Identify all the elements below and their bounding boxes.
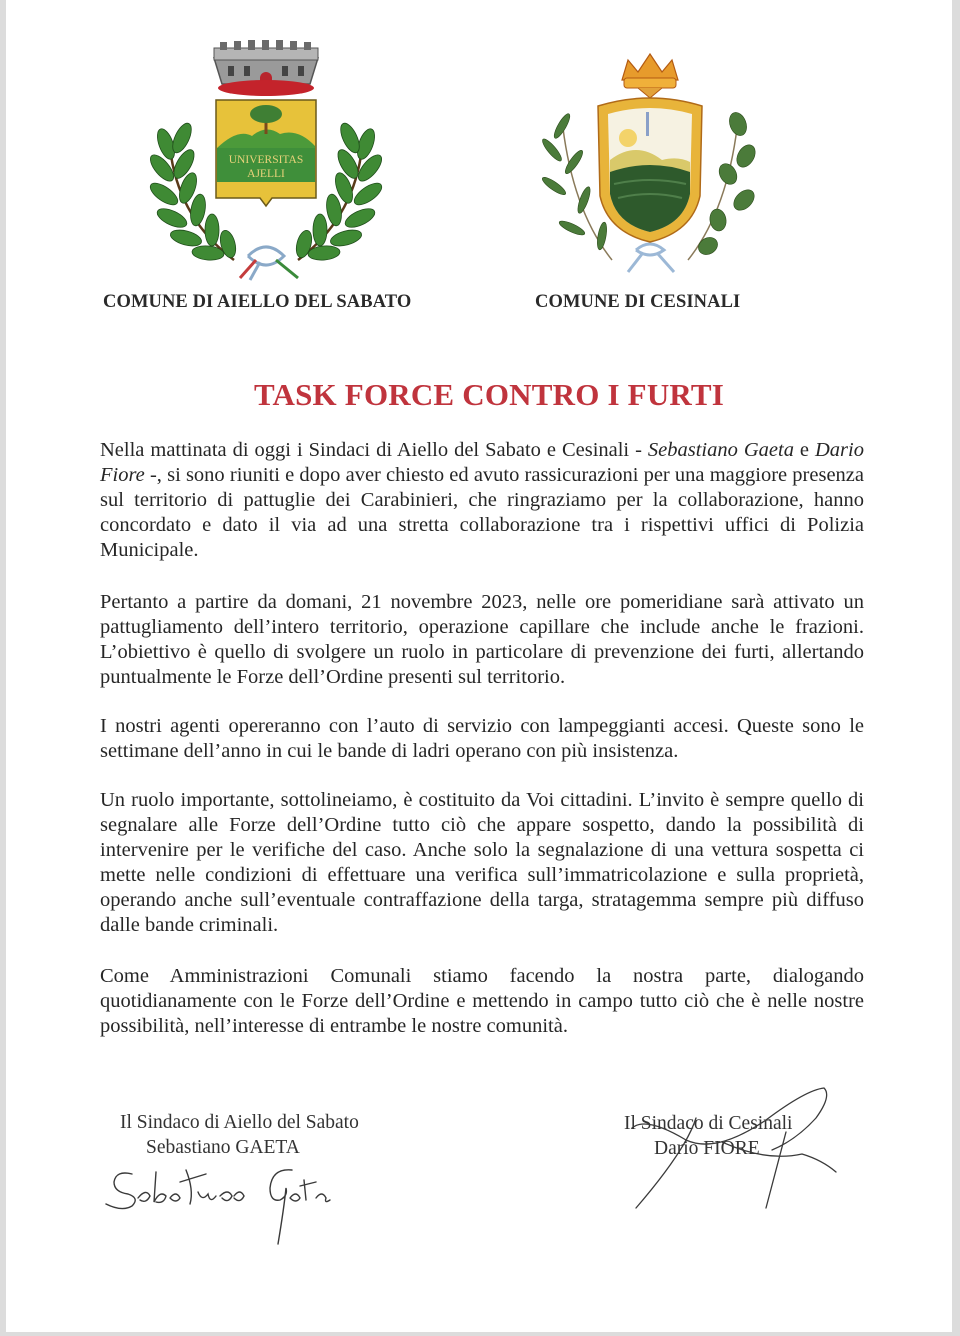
signatory-right-name: Dario FIORE — [654, 1138, 760, 1159]
coat-of-arms-aiello-icon — [148, 38, 384, 282]
signatory-left-role: Il Sindaco di Aiello del Sabato — [120, 1112, 359, 1133]
handwritten-signature-gaeta — [102, 1160, 352, 1250]
paragraph-5-text: Come Amministrazioni Comunali stiamo facendo la nostra parte, dialogando quotidianamente con le Forze dell’Ordine e mettendo in campo tutto ciò che è nelle nostre possibilità, nell’interesse di entrambe le nostre comunità. — [100, 965, 864, 1037]
crest-motto-line1: UNIVERSITAS — [228, 154, 304, 166]
paragraph-3 — [100, 714, 864, 764]
handwritten-signature-fiore — [626, 1080, 846, 1210]
paragraph-2-text: Pertanto a partire da domani, 21 novembre 2023, nelle ore pomeridiane sarà attivato un pattugliamento dell’intero territorio, operazione capillare che include anche le frazioni. L’obiettivo è quello di svolgere un ruolo in particolare di prevenzione dei furti, allertando puntualmente le Forze dell’Ordine presenti sul territorio. — [100, 591, 864, 688]
document-title: TASK FORCE CONTRO I FURTI — [253, 377, 725, 412]
municipality-name-aiello: COMUNE DI AIELLO DEL SABATO — [103, 292, 412, 312]
paragraph-4 — [100, 788, 864, 938]
paragraph-1-text-c: -, si sono riuniti e dopo aver chiesto ed avuto rassicurazioni per una maggiore presenza sul territorio di pattuglie dei Carabinieri, che ringraziamo per la collaborazione, hanno concordato e dato il via ad una stretta collaborazione tra i rispettivi uffici di Polizia Municipale. — [100, 464, 864, 561]
paragraph-4-text: Un ruolo importante, sottolineiamo, è costituito da Voi cittadini. L’invito è sempre quello di segnalare alle Forze dell’Ordine tutto ciò che appare sospetto, dando la possibilità di intervenire per le verifiche del caso. Anche solo la segnalazione di una vettura sospetta ci mette nelle condizioni di effettuare una verifica sull’immatricolazione e sulla proprietà, operando anche sull’eventuale contraffazione della targa, stratagemma sempre più diffuso dalle bande criminali. — [100, 789, 864, 936]
signatory-right-role: Il Sindaco di Cesinali — [624, 1113, 793, 1134]
paragraph-1 — [100, 438, 864, 563]
mayor-name-fiore: Dario Fiore — [100, 439, 864, 486]
mayor-name-gaeta: Sebastiano Gaeta — [647, 439, 794, 461]
paragraph-1-text-a: Nella mattinata di oggi i Sindaci di Aiello del Sabato e Cesinali - — [100, 439, 648, 461]
paragraph-1-text-b: e — [793, 439, 815, 461]
municipality-name-cesinali: COMUNE DI CESINALI — [535, 292, 741, 312]
signatory-left-name: Sebastiano GAETA — [146, 1137, 300, 1158]
document-page — [6, 0, 952, 1332]
paragraph-5 — [100, 964, 864, 1039]
paragraph-3-text: I nostri agenti opereranno con l’auto di servizio con lampeggianti accesi. Queste sono le settimane dell’anno in cui le bande di ladri operano con più insistenza. — [100, 715, 864, 762]
paragraph-2 — [100, 590, 864, 690]
coat-of-arms-cesinali-icon — [532, 50, 768, 282]
crest-motto-line2: AJELLI — [247, 168, 285, 180]
